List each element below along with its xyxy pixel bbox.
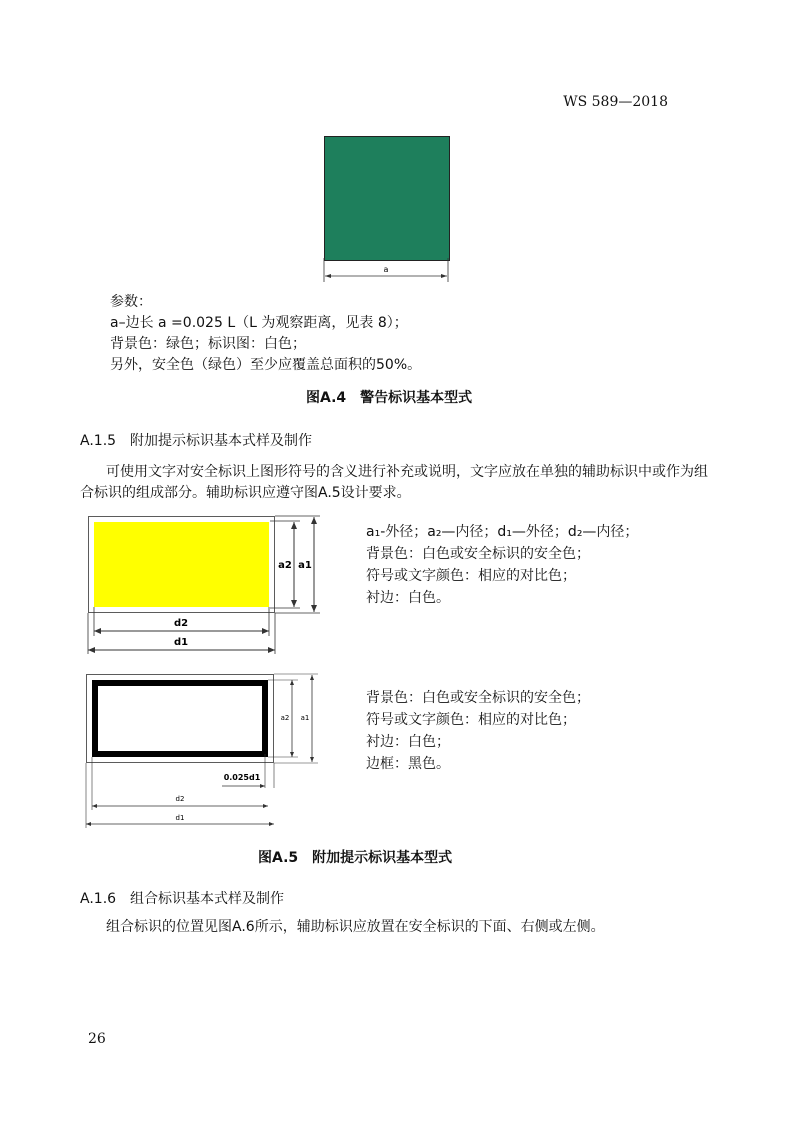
page-number: 26 bbox=[88, 1031, 106, 1047]
label-d1: d1 bbox=[173, 637, 189, 648]
params-title: 参数： bbox=[110, 294, 152, 310]
section-a15-paragraph: 合标识的组成部分。辅助标识应遵守图A.5设计要求。 bbox=[80, 485, 411, 501]
label-margin: 0.025d1 bbox=[223, 773, 261, 782]
label-d2: d2 bbox=[173, 618, 189, 629]
label-a1: a1 bbox=[300, 714, 310, 722]
label-d2: d2 bbox=[175, 795, 185, 803]
figure-a5-top-note: 符号或文字颜色：相应的对比色； bbox=[366, 568, 576, 584]
figure-a5-top-diagram bbox=[84, 512, 324, 658]
figure-a4-dimension bbox=[318, 258, 454, 284]
standard-code: WS 589—2018 bbox=[563, 94, 668, 110]
figure-a5-bottom-note: 衬边：白色； bbox=[366, 734, 450, 750]
figure-a4-caption: 图A.4 警告标识基本型式 bbox=[306, 390, 473, 406]
params-line: 另外，安全色（绿色）至少应覆盖总面积的50%。 bbox=[110, 357, 422, 373]
label-a2: a2 bbox=[278, 560, 292, 571]
figure-a5-top-note: 衬边：白色。 bbox=[366, 590, 450, 606]
figure-a5-top-note: a₁-外径；a₂—内径；d₁—外径；d₂—内径； bbox=[366, 524, 639, 540]
figure-a5-caption: 图A.5 附加提示标识基本型式 bbox=[258, 850, 453, 866]
black-frame bbox=[95, 683, 265, 754]
section-a15-heading: A.1.5 附加提示标识基本式样及制作 bbox=[80, 433, 313, 449]
section-a16-heading: A.1.6 组合标识基本式样及制作 bbox=[80, 891, 285, 907]
figure-a5-bottom-note: 边框：黑色。 bbox=[366, 756, 450, 772]
label-a1: a1 bbox=[298, 560, 312, 571]
section-a15-paragraph: 可使用文字对安全标识上图形符号的含义进行补充或说明，文字应放在单独的辅助标识中或作为组 bbox=[106, 464, 708, 480]
figure-a5-top-note: 背景色：白色或安全标识的安全色； bbox=[366, 546, 590, 562]
params-line: 背景色：绿色；标识图：白色； bbox=[110, 336, 306, 352]
figure-a5-bottom-note: 背景色：白色或安全标识的安全色； bbox=[366, 690, 590, 706]
params-line: a–边长 a =0.025 L（L 为观察距离，见表 8）； bbox=[110, 315, 408, 331]
label-d1: d1 bbox=[175, 814, 185, 822]
yellow-panel bbox=[94, 522, 269, 607]
label-a2: a2 bbox=[280, 714, 290, 722]
figure-a5-bottom-diagram bbox=[82, 670, 326, 830]
figure-a4-dim-label: a bbox=[383, 265, 389, 274]
warning-sign-green-square bbox=[324, 136, 450, 261]
figure-a5-bottom-note: 符号或文字颜色：相应的对比色； bbox=[366, 712, 576, 728]
section-a16-paragraph: 组合标识的位置见图A.6所示，辅助标识应放置在安全标识的下面、右侧或左侧。 bbox=[106, 919, 605, 935]
